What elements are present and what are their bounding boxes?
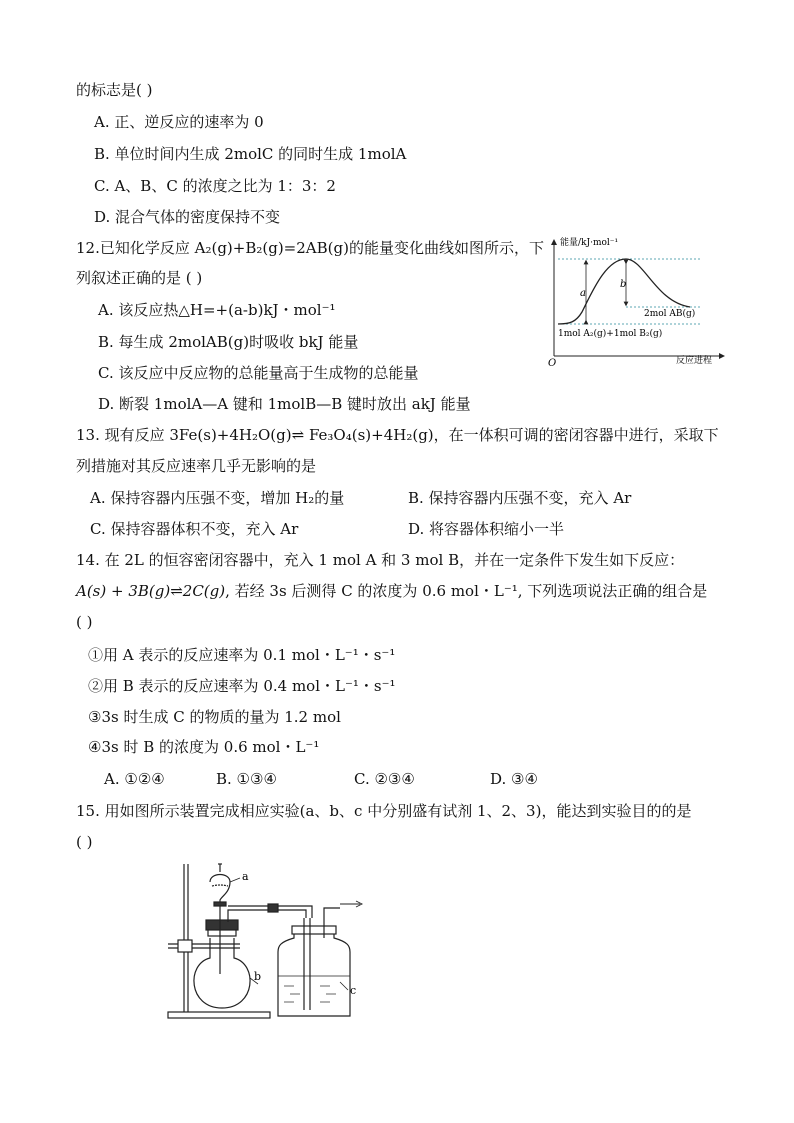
energy-label-b: b — [620, 279, 627, 290]
q11-option-a: A. 正、逆反应的速率为 0 — [94, 113, 264, 131]
q12-stem-line2: 列叙述正确的是 ( ) — [76, 269, 203, 287]
energy-xlabel: 反应进程 — [676, 356, 713, 366]
stand-base — [168, 1012, 270, 1018]
q14-equation: A(s) + 3B(g)⇌2C(g) — [76, 582, 226, 600]
funnel-a — [210, 875, 230, 919]
q13-option-b: B. 保持容器内压强不变，充入 Ar — [408, 489, 632, 507]
q11-stem-tail: 的标志是( ) — [76, 81, 153, 99]
q11-option-d: D. 混合气体的密度保持不变 — [94, 208, 281, 226]
q14-statement-3: ③3s 时生成 C 的物质的量为 1.2 mol — [88, 708, 341, 726]
apparatus-label-b: b — [254, 970, 262, 983]
energy-origin: O — [548, 358, 557, 368]
q15-stem-line1: 15. 用如图所示装置完成相应实验(a、b、c 中分别盛有试剂 1、2、3)，能达到实验目的的是 — [76, 802, 692, 820]
q13-stem-line1: 13. 现有反应 3Fe(s)+4H₂O(g)⇌ Fe₃O₄(s)+4H₂(g)，在一体积可调的密闭容器中进行，采取下 — [76, 426, 719, 444]
q13-option-c: C. 保持容器体积不变，充入 Ar — [90, 520, 299, 538]
q14-stem-line2-rest: , 若经 3s 后测得 C 的浓度为 0.6 mol・L⁻¹, 下列选项说法正确的组合是 — [225, 582, 708, 600]
q12-option-c: C. 该反应中反应物的总能量高于生成物的总能量 — [98, 364, 419, 382]
bottle-c — [278, 934, 350, 1016]
q14-stem-line3: ( ) — [76, 613, 93, 631]
q14-option-a: A. ①②④ — [104, 770, 165, 788]
q15-stem-line2: ( ) — [76, 833, 93, 851]
apparatus-label-a: a — [242, 870, 249, 883]
q14-statement-2: ②用 B 表示的反应速率为 0.4 mol・L⁻¹・s⁻¹ — [88, 677, 396, 695]
q12-option-a: A. 该反应热△H=+(a-b)kJ・mol⁻¹ — [98, 301, 336, 319]
energy-diagram — [540, 232, 730, 368]
energy-reactant-label: 1mol A₂(g)+1mol B₂(g) — [558, 329, 663, 339]
q14-statement-1: ①用 A 表示的反应速率为 0.1 mol・L⁻¹・s⁻¹ — [88, 646, 396, 664]
q13-option-a: A. 保持容器内压强不变，增加 H₂的量 — [90, 489, 345, 507]
q11-option-c: C. A、B、C 的浓度之比为 1：3：2 — [94, 177, 336, 195]
apparatus-label-c: c — [350, 984, 357, 997]
energy-product-label: 2mol AB(g) — [644, 309, 696, 319]
q14-option-c: C. ②③④ — [354, 770, 415, 788]
q14-stem-line2 — [76, 581, 707, 601]
q13-option-d: D. 将容器体积缩小一半 — [408, 520, 565, 538]
energy-label-a: a — [580, 288, 586, 299]
q12-option-b: B. 每生成 2molAB(g)时吸收 bkJ 能量 — [98, 333, 359, 351]
q14-statement-4: ④3s 时 B 的浓度为 0.6 mol・L⁻¹ — [88, 738, 320, 756]
q11-option-b: B. 单位时间内生成 2molC 的同时生成 1molA — [94, 145, 407, 163]
q12-stem-line1: 12.已知化学反应 A₂(g)+B₂(g)=2AB(g)的能量变化曲线如图所示，下 — [76, 239, 544, 257]
energy-ylabel: 能量/kJ·mol⁻¹ — [560, 238, 619, 248]
bottle-stopper — [292, 926, 336, 934]
q14-stem-line1: 14. 在 2L 的恒容密闭容器中，充入 1 mol A 和 3 mol B，并在一定条件下发生如下反应： — [76, 551, 685, 569]
q14-option-d: D. ③④ — [490, 770, 538, 788]
q12-option-d: D. 断裂 1molA—A 键和 1molB—B 键时放出 akJ 能量 — [98, 395, 471, 413]
q13-stem-line2: 列措施对其反应速率几乎无影响的是 — [76, 457, 317, 475]
flask-stopper — [206, 920, 238, 930]
q14-option-b: B. ①③④ — [216, 770, 277, 788]
apparatus-diagram — [160, 856, 380, 1026]
